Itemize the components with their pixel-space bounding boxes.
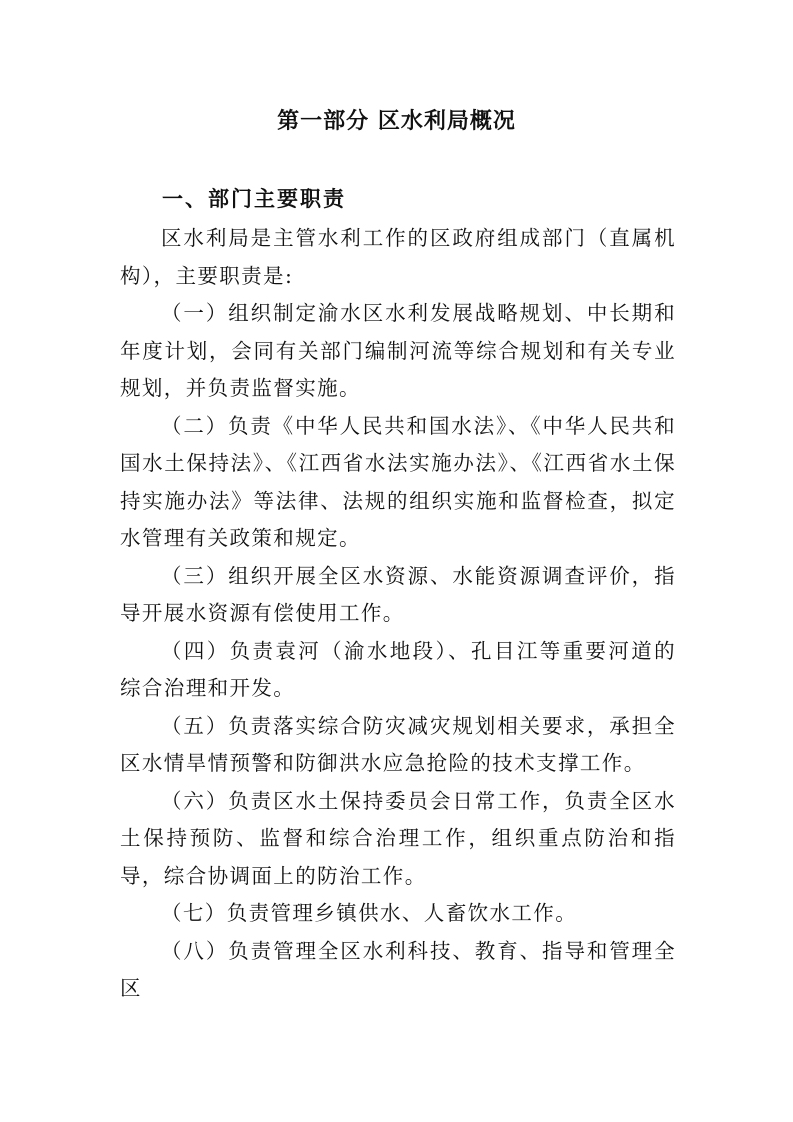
duty-paragraph-5: （五）负责落实综合防灾减灾规划相关要求，承担全区水情旱情预警和防御洪水应急抢险的技术支撑工作。: [120, 713, 676, 775]
duty-paragraph-7: （七）负责管理乡镇供水、人畜饮水工作。: [161, 901, 578, 925]
duty-paragraph-6: （六）负责区水土保持委员会日常工作，负责全区水土保持预防、监督和综合治理工作，组织重点防治和指导，综合协调面上的防治工作。: [120, 788, 676, 888]
duty-paragraph-1: （一）组织制定渝水区水利发展战略规划、中长期和年度计划，会同有关部门编制河流等综合规划和有关专业规划，并负责监督实施。: [120, 301, 676, 400]
duty-paragraph-2: （二）负责《中华人民共和国水法》、《中华人民共和国水土保持法》、《江西省水法实施办法》、《江西省水土保持实施办法》等法律、法规的组织实施和监督检查，拟定水管理有关政策和规定。: [120, 413, 676, 550]
section-heading: 一、部门主要职责: [162, 187, 346, 211]
intro-paragraph: 区水利局是主管水利工作的区政府组成部门（直属机构），主要职责是:: [120, 226, 676, 288]
page-title: 第一部分 区水利局概况: [277, 109, 516, 134]
duty-paragraph-8: （八）负责管理全区水利科技、教育、指导和管理全区: [120, 938, 676, 1000]
body-text: [120, 220, 676, 1008]
duty-paragraph-3: （三）组织开展全区水资源、水能资源调查评价，指导开展水资源有偿使用工作。: [120, 563, 676, 625]
duty-paragraph-4: （四）负责袁河（渝水地段）、孔目江等重要河道的综合治理和开发。: [120, 638, 676, 700]
